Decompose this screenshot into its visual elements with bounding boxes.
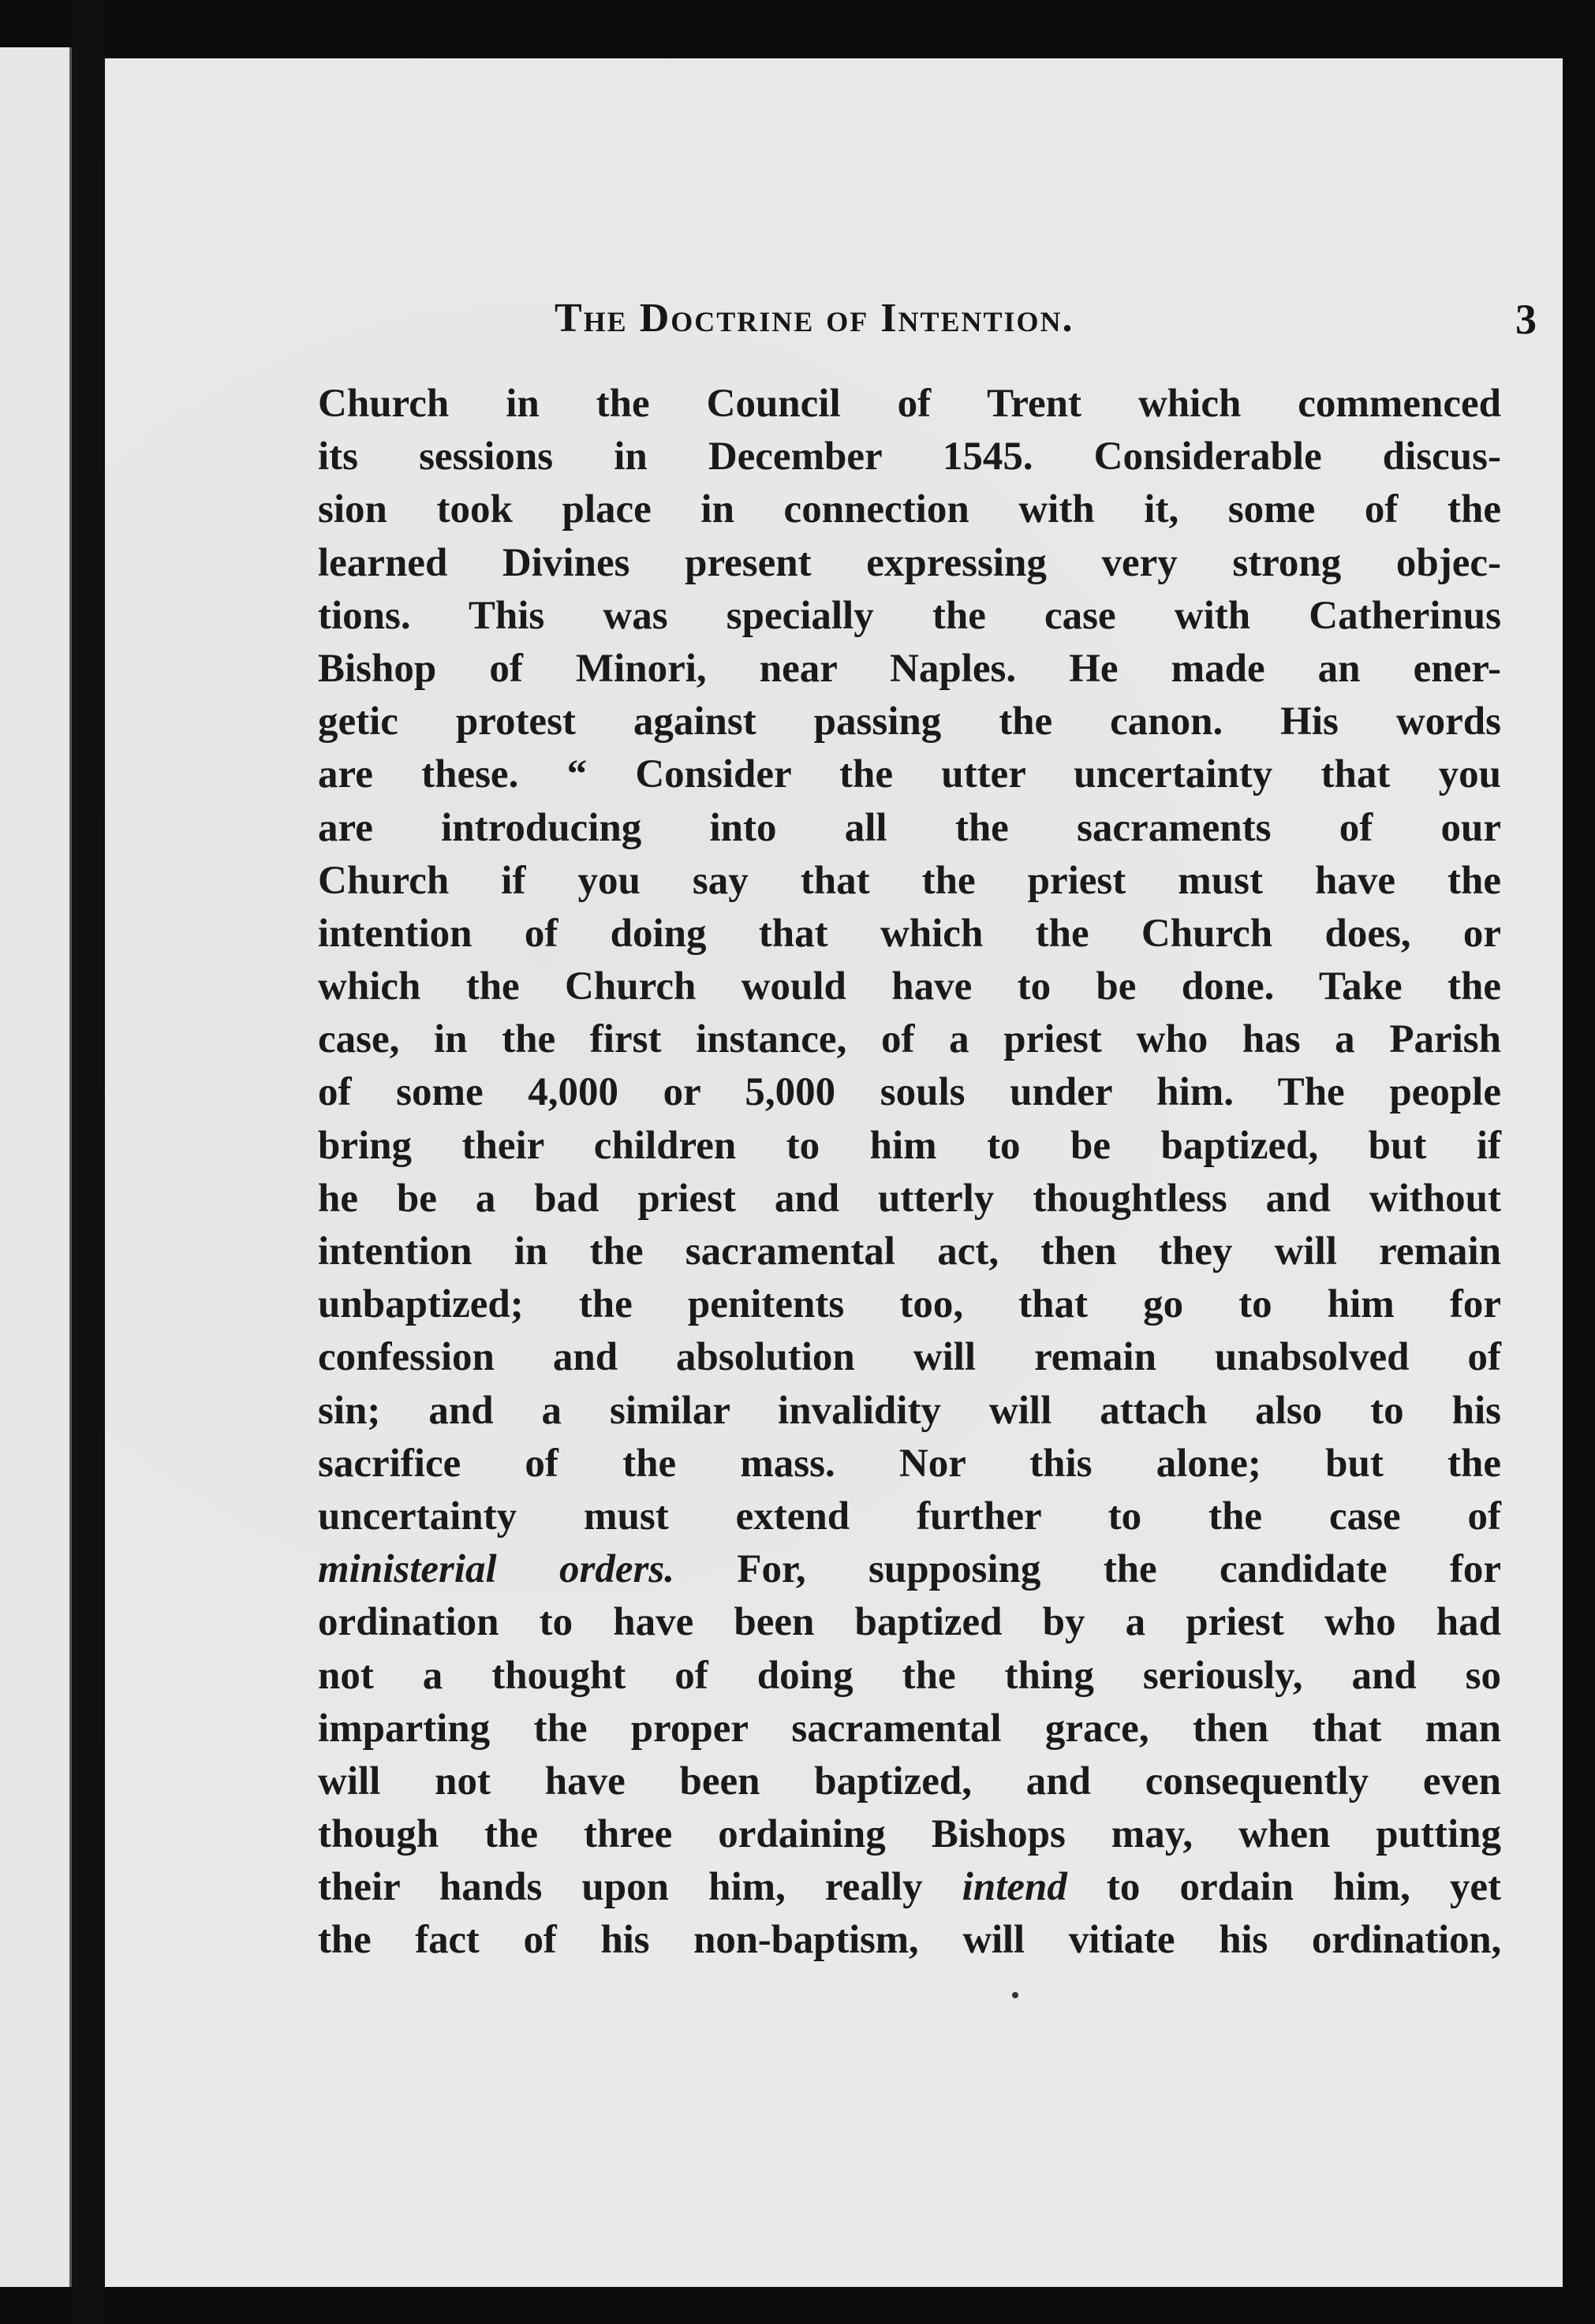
text-line: not a thought of doing the thing seriously, and so	[318, 1653, 1501, 1698]
text-line: case, in the first instance, of a priest who has a Parish	[318, 1017, 1501, 1062]
page-number: 3	[1515, 296, 1537, 343]
text-line: confession and absolution will remain unabsolved of	[318, 1335, 1501, 1380]
book-page	[105, 58, 1563, 2287]
text-line: are introducing into all the sacraments of our	[318, 805, 1501, 850]
text-line: though the three ordaining Bishops may, when putting	[318, 1812, 1501, 1857]
text-line: ordination to have been baptized by a priest who had	[318, 1600, 1501, 1645]
text-line: its sessions in December 1545. Considerable discus-	[318, 435, 1501, 479]
text-line: intention of doing that which the Church does, or	[318, 911, 1501, 956]
text-line: learned Divines present expressing very strong objec-	[318, 540, 1501, 585]
text-line: getic protest against passing the canon. His words	[318, 699, 1501, 744]
book-gutter	[72, 0, 105, 2324]
text-line: sacrifice of the mass. Nor this alone; but the	[318, 1441, 1501, 1486]
text-line: bring their children to him to be baptized, but if	[318, 1123, 1501, 1168]
text-line: Church in the Council of Trent which commenced	[318, 382, 1501, 426]
text-line-with-italic	[318, 1543, 1501, 1596]
ink-speck	[1012, 1992, 1018, 1998]
text-line: intention in the sacramental act, then they will remain	[318, 1229, 1501, 1274]
running-title: The Doctrine of Intention.	[555, 296, 1074, 341]
italic-phrase: ministerial orders.	[318, 1547, 674, 1592]
running-header	[555, 295, 1537, 358]
line-continuation: For, supposing the candidate for	[674, 1547, 1501, 1592]
text-line: tions. This was specially the case with Catherinus	[318, 593, 1501, 638]
italic-word: intend	[962, 1865, 1067, 1910]
text-line: the fact of his non-baptism, will vitiate his ordination,	[318, 1918, 1501, 1963]
text-line: imparting the proper sacramental grace, then that man	[318, 1706, 1501, 1751]
text-line: Church if you say that the priest must have the	[318, 858, 1501, 903]
body-text	[318, 378, 1501, 1968]
text-line: uncertainty must extend further to the case of	[318, 1494, 1501, 1539]
text-line-with-italic	[318, 1861, 1501, 1914]
line-start: their hands upon him, really	[318, 1865, 962, 1910]
text-line: he be a bad priest and utterly thoughtless and without	[318, 1176, 1501, 1221]
text-line: which the Church would have to be done. Take the	[318, 964, 1501, 1009]
line-continuation: to ordain him, yet	[1066, 1865, 1501, 1910]
text-line: sion took place in connection with it, some of the	[318, 487, 1501, 532]
text-line: are these. “ Consider the utter uncertainty that you	[318, 752, 1501, 797]
text-line: Bishop of Minori, near Naples. He made an ener-	[318, 646, 1501, 691]
facing-page-edge	[0, 47, 72, 2287]
text-line: will not have been baptized, and consequently even	[318, 1759, 1501, 1804]
text-line: sin; and a similar invalidity will attach also to his	[318, 1388, 1501, 1433]
text-line: unbaptized; the penitents too, that go to him for	[318, 1282, 1501, 1327]
text-line: of some 4,000 or 5,000 souls under him. The people	[318, 1070, 1501, 1115]
